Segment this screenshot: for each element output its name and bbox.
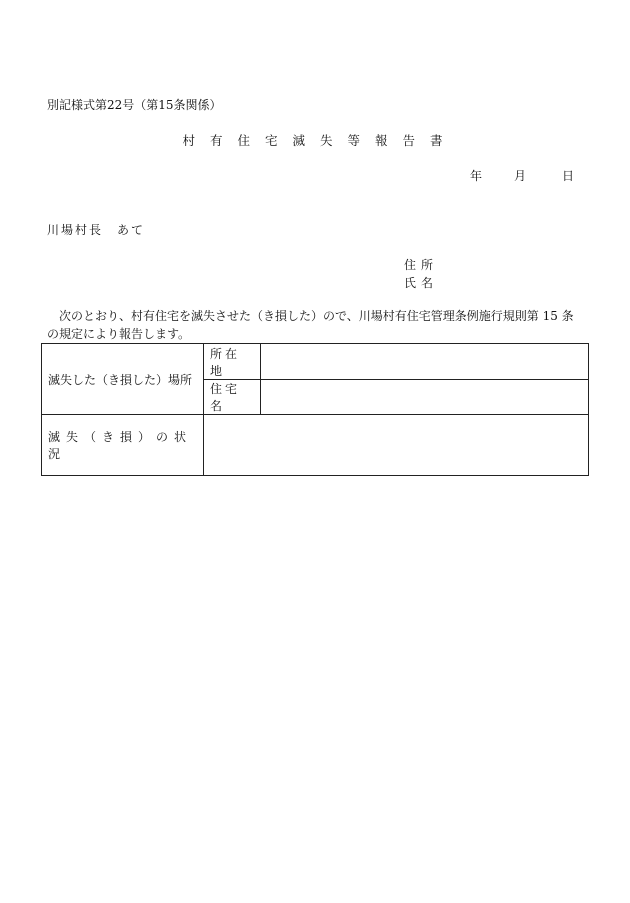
form-number: 別記様式第22号（第15条関係） — [47, 98, 222, 112]
date-month-label: 月 — [514, 169, 527, 183]
document-title: 村有住宅滅失等報告書 — [182, 133, 458, 148]
reporter-name-label: 氏名 — [404, 276, 439, 290]
situation-value-cell[interactable] — [204, 415, 589, 476]
date-line — [470, 167, 574, 184]
house-name-label-cell: 住宅名 — [204, 380, 261, 415]
table-row — [42, 344, 589, 380]
report-table — [41, 343, 589, 476]
address-value-cell[interactable] — [261, 344, 589, 380]
addressee: 川場村長 あて — [47, 223, 146, 237]
table-row — [42, 415, 589, 476]
reporter-address-label: 住所 — [404, 258, 439, 272]
date-year-label: 年 — [470, 169, 483, 183]
date-day-label: 日 — [562, 169, 575, 183]
house-name-value-cell[interactable] — [261, 380, 589, 415]
location-header-cell: 滅失した（き損した）場所 — [42, 344, 204, 415]
report-statement: 次のとおり、村有住宅を滅失させた（き損した）ので、川場村有住宅管理条例施行規則第 15 条の規定により報告します。 — [47, 309, 574, 341]
address-label-cell: 所在地 — [204, 344, 261, 380]
situation-label-cell: 滅失（き損）の状況 — [42, 415, 204, 476]
